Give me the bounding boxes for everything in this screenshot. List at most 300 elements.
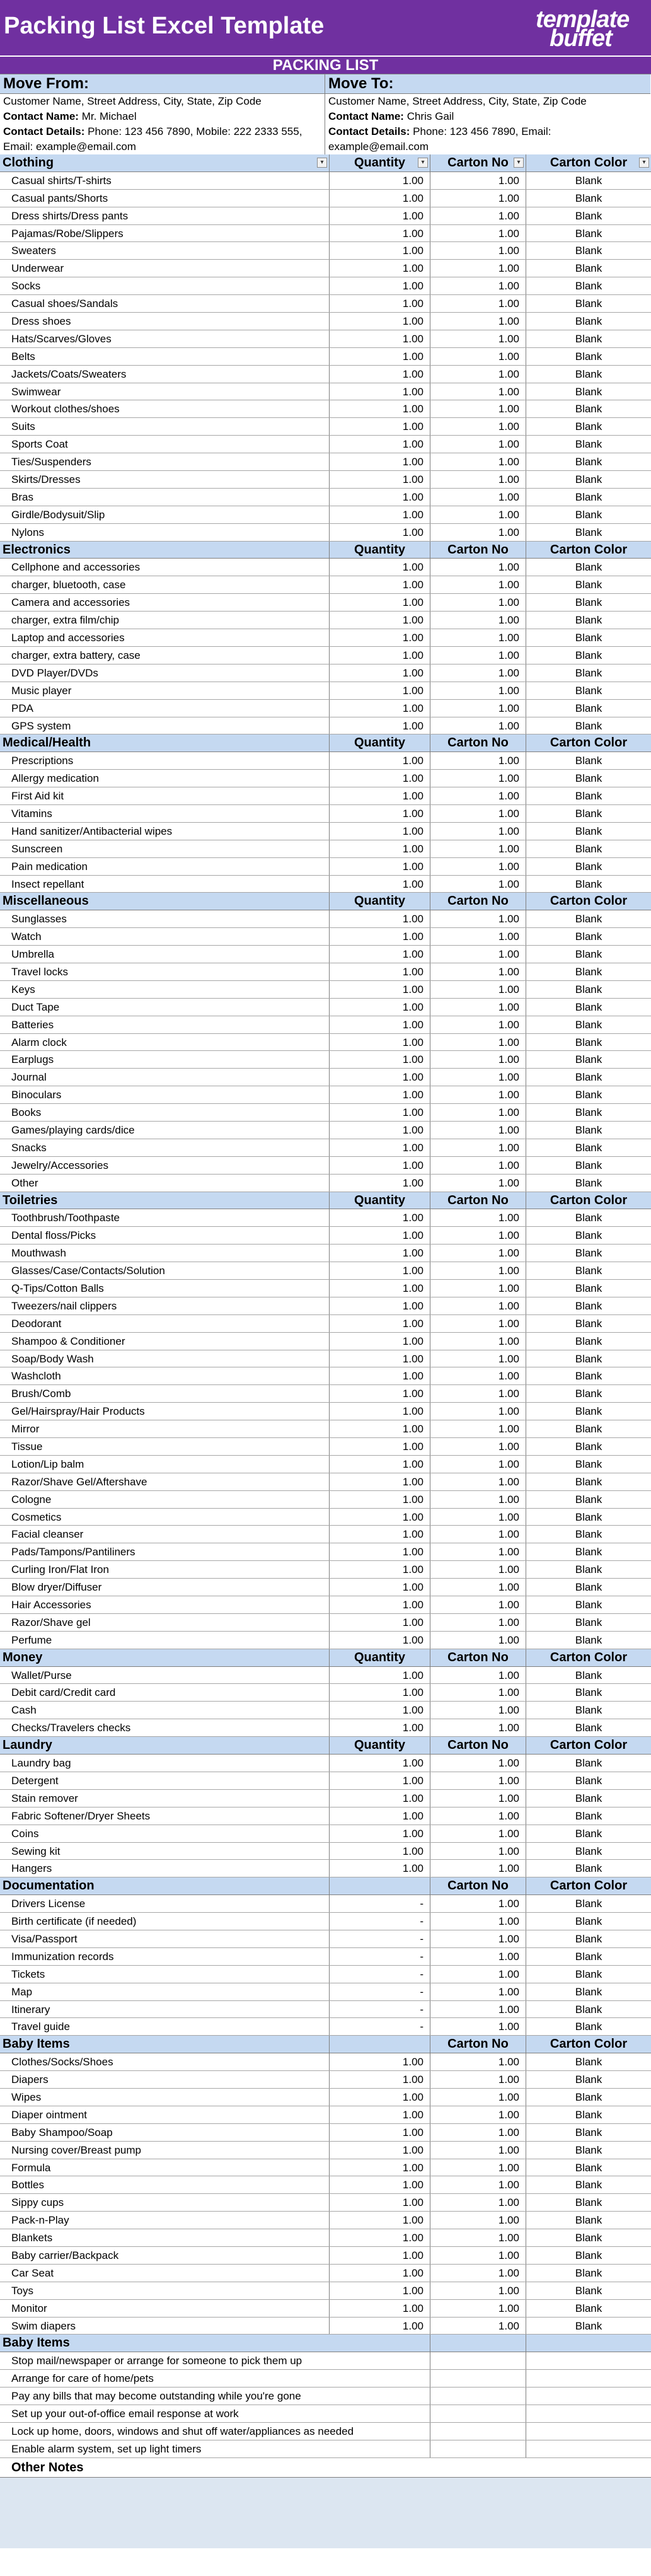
item-name-cell[interactable]: charger, bluetooth, case xyxy=(0,576,330,593)
todo-empty-cell[interactable] xyxy=(430,2440,526,2457)
item-name-cell[interactable]: Sunscreen xyxy=(0,840,330,857)
carton-no-cell[interactable]: 1.00 xyxy=(430,172,526,189)
carton-color-cell[interactable]: Blank xyxy=(575,614,602,627)
carton-color-cell[interactable]: Blank xyxy=(575,1089,602,1101)
carton-no-cell[interactable]: 1.00 xyxy=(430,277,526,294)
item-name-cell[interactable]: Suits xyxy=(0,418,330,435)
item-name-cell[interactable]: Itinerary xyxy=(0,2001,330,2018)
quantity-cell[interactable]: 1.00 xyxy=(330,647,430,664)
item-name-cell[interactable]: Ties/Suspenders xyxy=(0,453,330,470)
item-name-cell[interactable]: Baby Shampoo/Soap xyxy=(0,2124,330,2141)
carton-no-cell[interactable]: 1.00 xyxy=(430,2089,526,2106)
item-name-cell[interactable]: Baby carrier/Backpack xyxy=(0,2247,330,2264)
carton-no-cell[interactable]: 1.00 xyxy=(430,858,526,875)
quantity-cell[interactable]: 1.00 xyxy=(330,963,430,980)
item-name-cell[interactable]: Casual pants/Shorts xyxy=(0,190,330,207)
item-name-cell[interactable]: Detergent xyxy=(0,1772,330,1789)
carton-no-cell[interactable]: 1.00 xyxy=(430,2018,526,2035)
quantity-cell[interactable]: 1.00 xyxy=(330,2282,430,2299)
carton-no-cell[interactable]: 1.00 xyxy=(430,1632,526,1649)
carton-color-cell[interactable]: Blank xyxy=(575,332,602,345)
item-name-cell[interactable]: Lotion/Lip balm xyxy=(0,1456,330,1473)
item-name-cell[interactable]: Birth certificate (if needed) xyxy=(0,1913,330,1930)
quantity-cell[interactable]: 1.00 xyxy=(330,1632,430,1649)
quantity-cell[interactable]: 1.00 xyxy=(330,1667,430,1684)
quantity-cell[interactable]: 1.00 xyxy=(330,1456,430,1473)
carton-color-cell[interactable]: Blank xyxy=(575,438,602,451)
carton-color-cell[interactable]: Blank xyxy=(575,1915,602,1928)
item-name-cell[interactable]: Swimwear xyxy=(0,383,330,400)
item-name-cell[interactable]: Dress shirts/Dress pants xyxy=(0,207,330,224)
quantity-cell[interactable]: 1.00 xyxy=(330,1543,430,1560)
todo-empty-cell[interactable] xyxy=(526,2370,651,2387)
carton-no-cell[interactable]: 1.00 xyxy=(430,1790,526,1807)
item-name-cell[interactable]: Binoculars xyxy=(0,1086,330,1103)
item-name-cell[interactable]: Hand sanitizer/Antibacterial wipes xyxy=(0,823,330,840)
item-name-cell[interactable]: Vitamins xyxy=(0,805,330,822)
item-name-cell[interactable]: Fabric Softener/Dryer Sheets xyxy=(0,1807,330,1825)
quantity-cell[interactable]: 1.00 xyxy=(330,1157,430,1174)
carton-no-cell[interactable]: 1.00 xyxy=(430,1491,526,1508)
carton-color-cell[interactable]: Blank xyxy=(575,1001,602,1013)
carton-no-cell[interactable]: 1.00 xyxy=(430,1456,526,1473)
item-name-cell[interactable]: Sewing kit xyxy=(0,1843,330,1860)
quantity-cell[interactable]: 1.00 xyxy=(330,928,430,945)
carton-color-cell[interactable]: Blank xyxy=(575,1388,602,1400)
carton-color-cell[interactable]: Blank xyxy=(575,1633,602,1646)
carton-color-cell[interactable]: Blank xyxy=(575,1370,602,1383)
quantity-cell[interactable]: 1.00 xyxy=(330,629,430,646)
item-name-cell[interactable]: Brush/Comb xyxy=(0,1385,330,1402)
item-name-cell[interactable]: Nursing cover/Breast pump xyxy=(0,2142,330,2159)
carton-color-cell[interactable]: Blank xyxy=(575,1405,602,1418)
quantity-cell[interactable]: 1.00 xyxy=(330,330,430,347)
carton-no-cell[interactable]: 1.00 xyxy=(430,1772,526,1789)
carton-color-cell[interactable]: Blank xyxy=(575,1247,602,1260)
item-name-cell[interactable]: Jewelry/Accessories xyxy=(0,1157,330,1174)
item-name-cell[interactable]: Dental floss/Picks xyxy=(0,1227,330,1244)
quantity-cell[interactable]: 1.00 xyxy=(330,664,430,682)
todo-empty-cell[interactable] xyxy=(526,2387,651,2405)
carton-no-cell[interactable]: 1.00 xyxy=(430,1403,526,1420)
carton-color-cell[interactable]: Blank xyxy=(575,2196,602,2209)
item-name-cell[interactable]: Travel locks xyxy=(0,963,330,980)
carton-no-cell[interactable]: 1.00 xyxy=(430,524,526,541)
carton-color-cell[interactable]: Blank xyxy=(575,1845,602,1857)
carton-no-cell[interactable]: 1.00 xyxy=(430,2300,526,2317)
carton-no-cell[interactable]: 1.00 xyxy=(430,2318,526,2335)
quantity-cell[interactable]: 1.00 xyxy=(330,2229,430,2246)
item-name-cell[interactable]: Swim diapers xyxy=(0,2318,330,2335)
quantity-cell[interactable]: 1.00 xyxy=(330,1790,430,1807)
carton-no-cell[interactable]: 1.00 xyxy=(430,1209,526,1226)
carton-no-cell[interactable]: 1.00 xyxy=(430,1086,526,1103)
quantity-cell[interactable]: 1.00 xyxy=(330,612,430,629)
item-name-cell[interactable]: Bottles xyxy=(0,2176,330,2193)
item-name-cell[interactable]: Insect repellant xyxy=(0,876,330,893)
quantity-cell[interactable]: 1.00 xyxy=(330,1104,430,1121)
quantity-cell[interactable]: 1.00 xyxy=(330,1297,430,1314)
quantity-cell[interactable]: 1.00 xyxy=(330,207,430,224)
quantity-cell[interactable]: 1.00 xyxy=(330,700,430,717)
item-name-cell[interactable]: Music player xyxy=(0,682,330,699)
carton-no-cell[interactable]: 1.00 xyxy=(430,436,526,453)
item-name-cell[interactable]: Hangers xyxy=(0,1860,330,1877)
carton-color-cell[interactable]: Blank xyxy=(575,508,602,521)
quantity-cell[interactable]: 1.00 xyxy=(330,1175,430,1192)
quantity-cell[interactable]: 1.00 xyxy=(330,366,430,383)
item-name-cell[interactable]: Pads/Tampons/Pantiliners xyxy=(0,1543,330,1560)
carton-no-cell[interactable]: 1.00 xyxy=(430,1262,526,1279)
item-name-cell[interactable]: Laundry bag xyxy=(0,1755,330,1772)
carton-color-cell[interactable]: Blank xyxy=(575,262,602,275)
carton-color-cell[interactable]: Blank xyxy=(575,1458,602,1470)
carton-color-cell[interactable]: Blank xyxy=(575,1932,602,1945)
carton-no-cell[interactable]: 1.00 xyxy=(430,876,526,893)
quantity-cell[interactable]: 1.00 xyxy=(330,770,430,787)
quantity-cell[interactable]: 1.00 xyxy=(330,823,430,840)
carton-color-cell[interactable]: Blank xyxy=(575,1722,602,1734)
item-name-cell[interactable]: Visa/Passport xyxy=(0,1930,330,1947)
carton-color-cell[interactable]: Blank xyxy=(575,1827,602,1840)
item-name-cell[interactable]: Cellphone and accessories xyxy=(0,559,330,576)
carton-color-cell[interactable]: Blank xyxy=(575,1898,602,1910)
quantity-cell[interactable]: 1.00 xyxy=(330,2176,430,2193)
carton-no-cell[interactable]: 1.00 xyxy=(430,2142,526,2159)
filter-dropdown-icon[interactable]: ▾ xyxy=(418,158,428,168)
carton-color-cell[interactable]: Blank xyxy=(575,1159,602,1171)
carton-no-cell[interactable]: 1.00 xyxy=(430,1983,526,2000)
carton-no-cell[interactable]: 1.00 xyxy=(430,1807,526,1825)
carton-no-cell[interactable]: 1.00 xyxy=(430,1315,526,1332)
carton-no-cell[interactable]: 1.00 xyxy=(430,1139,526,1156)
carton-no-cell[interactable]: 1.00 xyxy=(430,1104,526,1121)
quantity-cell[interactable]: 1.00 xyxy=(330,436,430,453)
item-name-cell[interactable]: Watch xyxy=(0,928,330,945)
carton-color-cell[interactable]: Blank xyxy=(575,421,602,433)
todo-empty-cell[interactable] xyxy=(430,2352,526,2369)
item-name-cell[interactable]: Camera and accessories xyxy=(0,594,330,611)
item-name-cell[interactable]: Razor/Shave gel xyxy=(0,1614,330,1631)
carton-color-cell[interactable]: Blank xyxy=(575,860,602,873)
item-name-cell[interactable]: Travel guide xyxy=(0,2018,330,2035)
item-name-cell[interactable]: Girdle/Bodysuit/Slip xyxy=(0,506,330,523)
quantity-cell[interactable]: 1.00 xyxy=(330,1579,430,1596)
quantity-cell[interactable]: 1.00 xyxy=(330,752,430,769)
carton-color-cell[interactable]: Blank xyxy=(575,1686,602,1699)
other-notes-box[interactable] xyxy=(0,2478,651,2548)
carton-color-cell[interactable]: Blank xyxy=(575,684,602,697)
carton-color-cell[interactable]: Blank xyxy=(575,1511,602,1523)
item-name-cell[interactable]: Stain remover xyxy=(0,1790,330,1807)
quantity-cell[interactable]: 1.00 xyxy=(330,1420,430,1437)
todo-task-cell[interactable]: Arrange for care of home/pets xyxy=(0,2370,430,2387)
item-name-cell[interactable]: Duct Tape xyxy=(0,999,330,1016)
item-name-cell[interactable]: Razor/Shave Gel/Aftershave xyxy=(0,1473,330,1490)
carton-no-cell[interactable]: 1.00 xyxy=(430,1860,526,1877)
carton-no-cell[interactable]: 1.00 xyxy=(430,400,526,417)
carton-color-cell[interactable]: Blank xyxy=(575,490,602,503)
quantity-cell[interactable]: 1.00 xyxy=(330,1315,430,1332)
move-to-email[interactable]: example@email.com xyxy=(328,141,429,153)
carton-color-cell[interactable]: Blank xyxy=(575,825,602,837)
carton-color-cell[interactable]: Blank xyxy=(575,1053,602,1066)
carton-no-cell[interactable]: 1.00 xyxy=(430,770,526,787)
quantity-cell[interactable]: 1.00 xyxy=(330,471,430,488)
carton-no-cell[interactable]: 1.00 xyxy=(430,1280,526,1297)
quantity-cell[interactable]: 1.00 xyxy=(330,2142,430,2159)
item-name-cell[interactable]: Blankets xyxy=(0,2229,330,2246)
carton-no-cell[interactable]: 1.00 xyxy=(430,1755,526,1772)
carton-no-cell[interactable]: 1.00 xyxy=(430,682,526,699)
carton-color-cell[interactable]: Blank xyxy=(575,666,602,679)
quantity-cell[interactable]: 1.00 xyxy=(330,2318,430,2335)
item-name-cell[interactable]: Facial cleanser xyxy=(0,1526,330,1543)
carton-color-cell[interactable]: Blank xyxy=(575,245,602,257)
carton-color-cell[interactable]: Blank xyxy=(575,772,602,785)
item-name-cell[interactable]: Sunglasses xyxy=(0,910,330,927)
carton-no-cell[interactable]: 1.00 xyxy=(430,576,526,593)
carton-color-cell[interactable]: Blank xyxy=(575,2126,602,2138)
item-name-cell[interactable]: Coins xyxy=(0,1825,330,1842)
carton-color-cell[interactable]: Blank xyxy=(575,649,602,661)
carton-color-cell[interactable]: Blank xyxy=(575,1282,602,1294)
carton-no-cell[interactable]: 1.00 xyxy=(430,1438,526,1455)
quantity-cell[interactable]: 1.00 xyxy=(330,1772,430,1789)
item-name-cell[interactable]: Tweezers/nail clippers xyxy=(0,1297,330,1314)
carton-color-cell[interactable]: Blank xyxy=(575,385,602,398)
carton-no-cell[interactable]: 1.00 xyxy=(430,2124,526,2141)
item-name-cell[interactable]: Toys xyxy=(0,2282,330,2299)
carton-color-cell[interactable]: Blank xyxy=(575,1123,602,1136)
quantity-cell[interactable]: - xyxy=(330,1966,430,1983)
quantity-cell[interactable]: 1.00 xyxy=(330,1526,430,1543)
carton-color-cell[interactable]: Blank xyxy=(575,280,602,293)
carton-no-cell[interactable]: 1.00 xyxy=(430,2159,526,2176)
quantity-cell[interactable]: 1.00 xyxy=(330,489,430,506)
carton-color-cell[interactable]: Blank xyxy=(575,842,602,855)
quantity-cell[interactable]: 1.00 xyxy=(330,2194,430,2211)
quantity-cell[interactable]: - xyxy=(330,1895,430,1912)
carton-no-cell[interactable]: 1.00 xyxy=(430,242,526,259)
carton-no-cell[interactable]: 1.00 xyxy=(430,1719,526,1736)
todo-empty-cell[interactable] xyxy=(430,2423,526,2440)
todo-empty-cell[interactable] xyxy=(526,2352,651,2369)
item-name-cell[interactable]: Belts xyxy=(0,348,330,365)
carton-color-cell[interactable]: Blank xyxy=(575,1669,602,1681)
item-name-cell[interactable]: GPS system xyxy=(0,717,330,734)
item-name-cell[interactable]: Washcloth xyxy=(0,1367,330,1384)
quantity-cell[interactable]: 1.00 xyxy=(330,506,430,523)
carton-color-cell[interactable]: Blank xyxy=(575,2161,602,2174)
carton-no-cell[interactable]: 1.00 xyxy=(430,1526,526,1543)
item-name-cell[interactable]: Other xyxy=(0,1175,330,1192)
carton-color-cell[interactable]: Blank xyxy=(575,315,602,328)
carton-color-cell[interactable]: Blank xyxy=(575,456,602,468)
carton-color-cell[interactable]: Blank xyxy=(575,1036,602,1048)
item-name-cell[interactable]: Car Seat xyxy=(0,2265,330,2282)
carton-color-cell[interactable]: Blank xyxy=(575,1599,602,1611)
quantity-cell[interactable]: 1.00 xyxy=(330,1702,430,1719)
item-name-cell[interactable]: Alarm clock xyxy=(0,1034,330,1051)
carton-color-cell[interactable]: Blank xyxy=(575,878,602,890)
todo-empty-cell[interactable] xyxy=(526,2405,651,2422)
carton-color-cell[interactable]: Blank xyxy=(575,2056,602,2068)
quantity-cell[interactable]: 1.00 xyxy=(330,805,430,822)
carton-color-cell[interactable]: Blank xyxy=(575,561,602,574)
quantity-cell[interactable]: 1.00 xyxy=(330,1491,430,1508)
carton-no-cell[interactable]: 1.00 xyxy=(430,840,526,857)
carton-color-cell[interactable]: Blank xyxy=(575,1809,602,1822)
quantity-cell[interactable]: - xyxy=(330,1948,430,1965)
quantity-cell[interactable]: 1.00 xyxy=(330,1860,430,1877)
quantity-cell[interactable]: 1.00 xyxy=(330,1755,430,1772)
item-name-cell[interactable]: Hats/Scarves/Gloves xyxy=(0,330,330,347)
carton-no-cell[interactable]: 1.00 xyxy=(430,330,526,347)
carton-no-cell[interactable]: 1.00 xyxy=(430,594,526,611)
carton-no-cell[interactable]: 1.00 xyxy=(430,1825,526,1842)
move-from-address[interactable]: Customer Name, Street Address, City, State, Zip Code xyxy=(3,95,262,107)
carton-color-cell[interactable]: Blank xyxy=(575,473,602,486)
carton-no-cell[interactable]: 1.00 xyxy=(430,1227,526,1244)
carton-color-cell[interactable]: Blank xyxy=(575,368,602,380)
carton-color-cell[interactable]: Blank xyxy=(575,1493,602,1506)
quantity-cell[interactable]: 1.00 xyxy=(330,1333,430,1350)
carton-no-cell[interactable]: 1.00 xyxy=(430,295,526,312)
item-name-cell[interactable]: Cash xyxy=(0,1702,330,1719)
item-name-cell[interactable]: Immunization records xyxy=(0,1948,330,1965)
carton-no-cell[interactable]: 1.00 xyxy=(430,559,526,576)
carton-color-cell[interactable]: Blank xyxy=(575,2021,602,2033)
carton-no-cell[interactable]: 1.00 xyxy=(430,2053,526,2070)
quantity-cell[interactable]: 1.00 xyxy=(330,2159,430,2176)
carton-color-cell[interactable]: Blank xyxy=(575,2003,602,2016)
quantity-cell[interactable]: 1.00 xyxy=(330,1843,430,1860)
item-name-cell[interactable]: Clothes/Socks/Shoes xyxy=(0,2053,330,2070)
carton-color-cell[interactable]: Blank xyxy=(575,702,602,714)
filter-dropdown-icon[interactable]: ▾ xyxy=(317,158,327,168)
carton-color-cell[interactable]: Blank xyxy=(575,2074,602,2086)
item-name-cell[interactable]: Wallet/Purse xyxy=(0,1667,330,1684)
carton-no-cell[interactable]: 1.00 xyxy=(430,2176,526,2193)
quantity-cell[interactable]: 1.00 xyxy=(330,1350,430,1367)
quantity-cell[interactable]: - xyxy=(330,1930,430,1947)
carton-no-cell[interactable]: 1.00 xyxy=(430,1034,526,1051)
quantity-cell[interactable]: 1.00 xyxy=(330,1684,430,1701)
quantity-cell[interactable]: 1.00 xyxy=(330,910,430,927)
quantity-cell[interactable]: 1.00 xyxy=(330,2300,430,2317)
move-from-contact-details[interactable]: Contact Details: Phone: 123 456 7890, Mobile: 222 2333 555, xyxy=(3,125,302,137)
carton-no-cell[interactable]: 1.00 xyxy=(430,2194,526,2211)
carton-color-cell[interactable]: Blank xyxy=(575,2179,602,2191)
carton-no-cell[interactable]: 1.00 xyxy=(430,453,526,470)
item-name-cell[interactable]: Workout clothes/shoes xyxy=(0,400,330,417)
carton-color-cell[interactable]: Blank xyxy=(575,227,602,240)
carton-color-cell[interactable]: Blank xyxy=(575,2319,602,2332)
item-name-cell[interactable]: Tickets xyxy=(0,1966,330,1983)
quantity-cell[interactable]: 1.00 xyxy=(330,858,430,875)
item-name-cell[interactable]: Sweaters xyxy=(0,242,330,259)
carton-no-cell[interactable]: 1.00 xyxy=(430,260,526,277)
carton-no-cell[interactable]: 1.00 xyxy=(430,787,526,804)
item-name-cell[interactable]: PDA xyxy=(0,700,330,717)
carton-no-cell[interactable]: 1.00 xyxy=(430,1297,526,1314)
item-name-cell[interactable]: Dress shoes xyxy=(0,313,330,330)
quantity-cell[interactable]: 1.00 xyxy=(330,172,430,189)
todo-task-cell[interactable]: Pay any bills that may become outstanding while you're gone xyxy=(0,2387,430,2405)
carton-color-cell[interactable]: Blank xyxy=(575,1106,602,1119)
item-name-cell[interactable]: Shampoo & Conditioner xyxy=(0,1333,330,1350)
carton-no-cell[interactable]: 1.00 xyxy=(430,1367,526,1384)
carton-color-cell[interactable]: Blank xyxy=(575,2266,602,2279)
item-name-cell[interactable]: Diapers xyxy=(0,2071,330,2088)
carton-no-cell[interactable]: 1.00 xyxy=(430,190,526,207)
carton-no-cell[interactable]: 1.00 xyxy=(430,1016,526,1033)
move-to-address[interactable]: Customer Name, Street Address, City, State, Zip Code xyxy=(328,95,587,107)
carton-no-cell[interactable]: 1.00 xyxy=(430,366,526,383)
quantity-cell[interactable]: 1.00 xyxy=(330,559,430,576)
carton-color-cell[interactable]: Blank xyxy=(575,1774,602,1787)
carton-no-cell[interactable]: 1.00 xyxy=(430,489,526,506)
quantity-cell[interactable]: 1.00 xyxy=(330,418,430,435)
carton-color-cell[interactable]: Blank xyxy=(575,192,602,204)
carton-no-cell[interactable]: 1.00 xyxy=(430,506,526,523)
carton-no-cell[interactable]: 1.00 xyxy=(430,1843,526,1860)
carton-color-cell[interactable]: Blank xyxy=(575,1475,602,1488)
quantity-cell[interactable]: 1.00 xyxy=(330,1403,430,1420)
item-name-cell[interactable]: Monitor xyxy=(0,2300,330,2317)
carton-color-cell[interactable]: Blank xyxy=(575,948,602,961)
carton-color-cell[interactable]: Blank xyxy=(575,1317,602,1330)
quantity-cell[interactable]: 1.00 xyxy=(330,594,430,611)
quantity-cell[interactable]: 1.00 xyxy=(330,383,430,400)
carton-no-cell[interactable]: 1.00 xyxy=(430,1543,526,1560)
item-name-cell[interactable]: Sippy cups xyxy=(0,2194,330,2211)
quantity-cell[interactable]: 1.00 xyxy=(330,2247,430,2264)
item-name-cell[interactable]: Mirror xyxy=(0,1420,330,1437)
quantity-cell[interactable]: 1.00 xyxy=(330,1122,430,1139)
item-name-cell[interactable]: Drivers License xyxy=(0,1895,330,1912)
carton-no-cell[interactable]: 1.00 xyxy=(430,1667,526,1684)
item-name-cell[interactable]: Toothbrush/Toothpaste xyxy=(0,1209,330,1226)
item-name-cell[interactable]: Prescriptions xyxy=(0,752,330,769)
quantity-cell[interactable]: - xyxy=(330,2018,430,2035)
filter-dropdown-icon[interactable]: ▾ xyxy=(514,158,524,168)
carton-no-cell[interactable]: 1.00 xyxy=(430,1420,526,1437)
carton-color-cell[interactable]: Blank xyxy=(575,350,602,363)
carton-no-cell[interactable]: 1.00 xyxy=(430,1509,526,1526)
item-name-cell[interactable]: Snacks xyxy=(0,1139,330,1156)
quantity-cell[interactable]: 1.00 xyxy=(330,453,430,470)
carton-color-cell[interactable]: Blank xyxy=(575,1176,602,1189)
carton-no-cell[interactable]: 1.00 xyxy=(430,225,526,242)
carton-no-cell[interactable]: 1.00 xyxy=(430,1966,526,1983)
quantity-cell[interactable]: 1.00 xyxy=(330,2212,430,2229)
quantity-cell[interactable]: 1.00 xyxy=(330,840,430,857)
item-name-cell[interactable]: Checks/Travelers checks xyxy=(0,1719,330,1736)
carton-no-cell[interactable]: 1.00 xyxy=(430,1702,526,1719)
carton-no-cell[interactable]: 1.00 xyxy=(430,629,526,646)
carton-color-cell[interactable]: Blank xyxy=(575,403,602,415)
quantity-cell[interactable]: 1.00 xyxy=(330,946,430,963)
item-name-cell[interactable]: First Aid kit xyxy=(0,787,330,804)
carton-color-cell[interactable]: Blank xyxy=(575,579,602,591)
carton-color-cell[interactable]: Blank xyxy=(575,1441,602,1453)
quantity-cell[interactable]: 1.00 xyxy=(330,1034,430,1051)
item-name-cell[interactable]: Cosmetics xyxy=(0,1509,330,1526)
carton-color-cell[interactable]: Blank xyxy=(575,2302,602,2314)
quantity-cell[interactable]: 1.00 xyxy=(330,1509,430,1526)
